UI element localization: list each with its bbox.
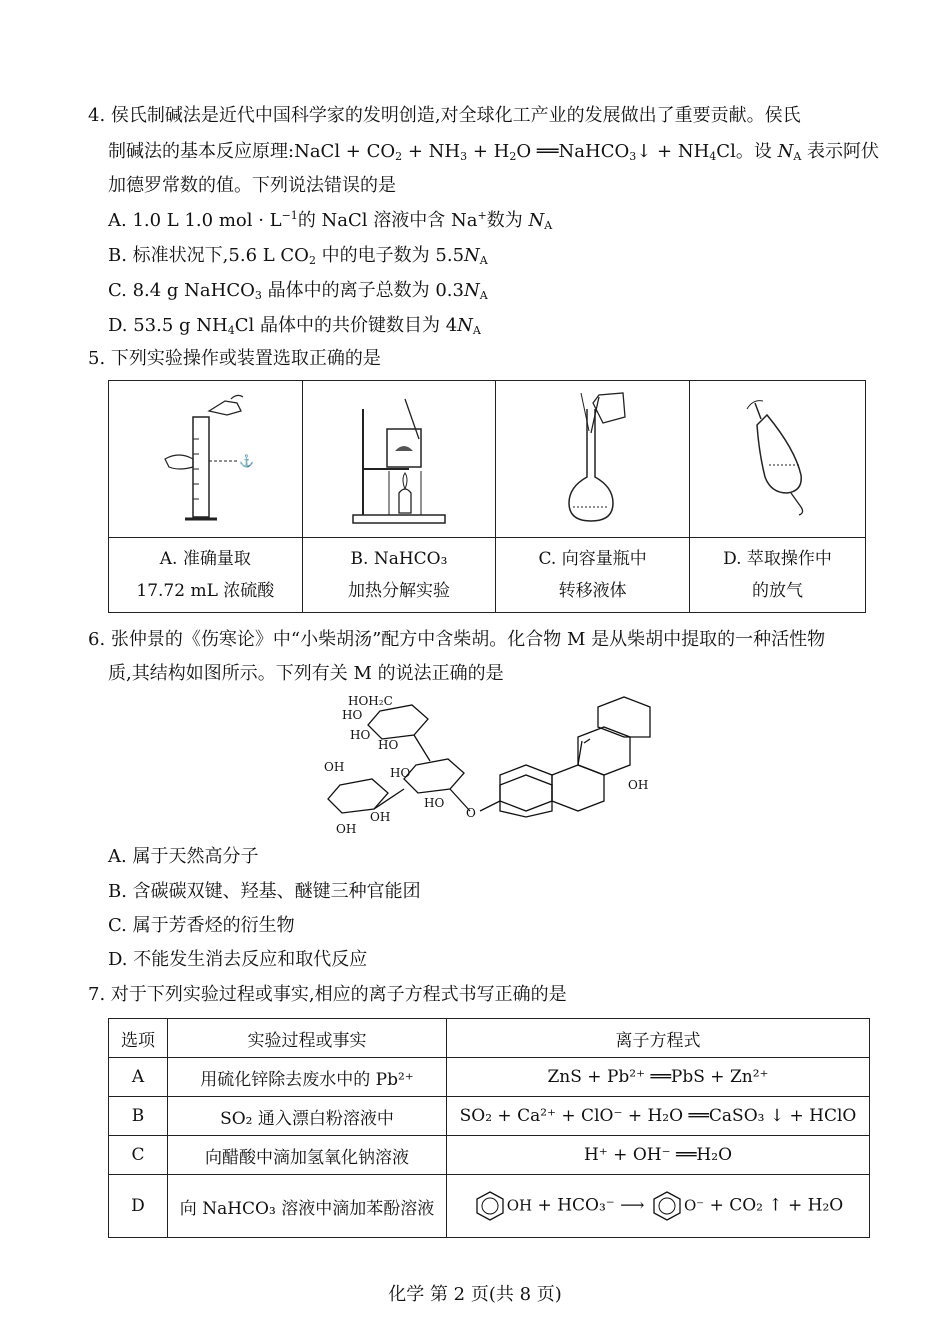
row-d-fact: 向 NaHCO₃ 溶液中滴加苯酚溶液: [168, 1175, 447, 1238]
heating-setup-icon: [339, 389, 459, 529]
q5-stem: 5. 下列实验操作或装置选取正确的是: [88, 348, 381, 369]
q4-option-d: D. 53.5 g $NH_4Cl$ 晶体中的共价键数目为 $4N_A$: [108, 315, 481, 337]
svg-text:O: O: [466, 806, 476, 820]
q7-table: [108, 1018, 870, 1238]
table-row: [109, 1058, 870, 1097]
separatory-funnel-icon: [717, 389, 837, 529]
q5-apparatus-table: [108, 380, 866, 613]
q7-stem: 7. 对于下列实验过程或事实,相应的离子方程式书写正确的是: [88, 984, 567, 1005]
q7-header-equation: 离子方程式: [447, 1019, 870, 1058]
apparatus-d-cell: [689, 381, 865, 538]
q7-header-fact: 实验过程或事实: [168, 1019, 447, 1058]
apparatus-c-cell: [496, 381, 690, 538]
q6-option-d: D. 不能发生消去反应和取代反应: [108, 949, 368, 970]
row-c-option: C: [109, 1136, 168, 1175]
q6-stem-line1: 6. 张仲景的《伤寒论》中“小柴胡汤”配方中含柴胡。化合物 M 是从柴胡中提取的一种活性物: [88, 629, 826, 650]
table-row: [109, 1175, 870, 1238]
caption-a: A. 准确量取 17.72 mL 浓硫酸: [109, 538, 303, 613]
q6-stem-line2: 质,其结构如图所示。下列有关 M 的说法正确的是: [108, 663, 504, 684]
compound-m-structure: [320, 693, 660, 843]
q4-option-a: A. 1.0 L 1.0 mol · $L^{-1}$的 NaCl 溶液中含 Na+数为 $N_A$: [108, 209, 553, 232]
page-footer: 化学 第 2 页(共 8 页): [388, 1284, 562, 1305]
row-b-equation: SO₂ + Ca²⁺ + ClO⁻ + H₂O ══CaSO₃ ↓ + HClO: [447, 1097, 870, 1136]
row-c-fact: 向醋酸中滴加氢氧化钠溶液: [168, 1136, 447, 1175]
row-a-fact: 用硫化锌除去废水中的 Pb²⁺: [168, 1058, 447, 1097]
svg-text:HO: HO: [350, 728, 371, 742]
svg-text:OH: OH: [370, 810, 391, 824]
q6-option-a: A. 属于天然高分子: [108, 846, 259, 867]
row-d-equation: OH + HCO₃⁻ ⟶ O⁻ + CO₂ ↑ + H₂O: [447, 1175, 870, 1238]
svg-text:HOH₂C: HOH₂C: [348, 694, 393, 708]
q4-stem-line2: 制碱法的基本反应原理:NaCl + $CO_2 + NH_3 + H_2O$ ══NaHCO$_3$↓ + $NH_4Cl$。设 $N_A$ 表示阿伏: [108, 141, 879, 163]
table-row: [109, 1097, 870, 1136]
svg-text:OH: OH: [336, 822, 357, 836]
q4-option-c: C. 8.4 g NaHCO$_3$ 晶体中的离子总数为 $0.3N_A$: [108, 280, 488, 302]
q4-stem-line1: 4. 侯氏制碱法是近代中国科学家的发明创造,对全球化工产业的发展做出了重要贡献。侯氏: [88, 105, 801, 126]
q7-header-option: 选项: [109, 1019, 168, 1058]
caption-d: D. 萃取操作中 的放气: [689, 538, 865, 613]
apparatus-b-cell: [302, 381, 496, 538]
svg-text:HO: HO: [424, 796, 445, 810]
graduated-cylinder-icon: [145, 389, 265, 529]
benzene-ring-icon: [650, 1189, 684, 1223]
row-b-fact: SO₂ 通入漂白粉溶液中: [168, 1097, 447, 1136]
q6-option-b: B. 含碳碳双键、羟基、醚键三种官能团: [108, 881, 421, 902]
caption-b: B. NaHCO₃ 加热分解实验: [302, 538, 496, 613]
row-a-equation: ZnS + Pb²⁺ ══PbS + Zn²⁺: [447, 1058, 870, 1097]
svg-text:OH: OH: [324, 760, 345, 774]
svg-text:HO: HO: [390, 766, 411, 780]
q4-stem-line3: 加德罗常数的值。下列说法错误的是: [108, 175, 396, 196]
apparatus-a-cell: [109, 381, 303, 538]
svg-text:⚓: ⚓: [239, 454, 255, 468]
benzene-ring-icon: [473, 1189, 507, 1223]
table-row: [109, 1136, 870, 1175]
svg-text:OH: OH: [628, 778, 649, 792]
row-d-option: D: [109, 1175, 168, 1238]
svg-text:HO: HO: [342, 708, 363, 722]
volumetric-flask-icon: [533, 389, 653, 529]
row-c-equation: H⁺ + OH⁻ ══H₂O: [447, 1136, 870, 1175]
row-b-option: B: [109, 1097, 168, 1136]
q4-option-b: B. 标准状况下,5.6 L $CO_2$ 中的电子数为 $5.5N_A$: [108, 245, 488, 267]
row-a-option: A: [109, 1058, 168, 1097]
caption-c: C. 向容量瓶中 转移液体: [496, 538, 690, 613]
q6-option-c: C. 属于芳香烃的衍生物: [108, 915, 295, 936]
svg-text:HO: HO: [378, 738, 399, 752]
